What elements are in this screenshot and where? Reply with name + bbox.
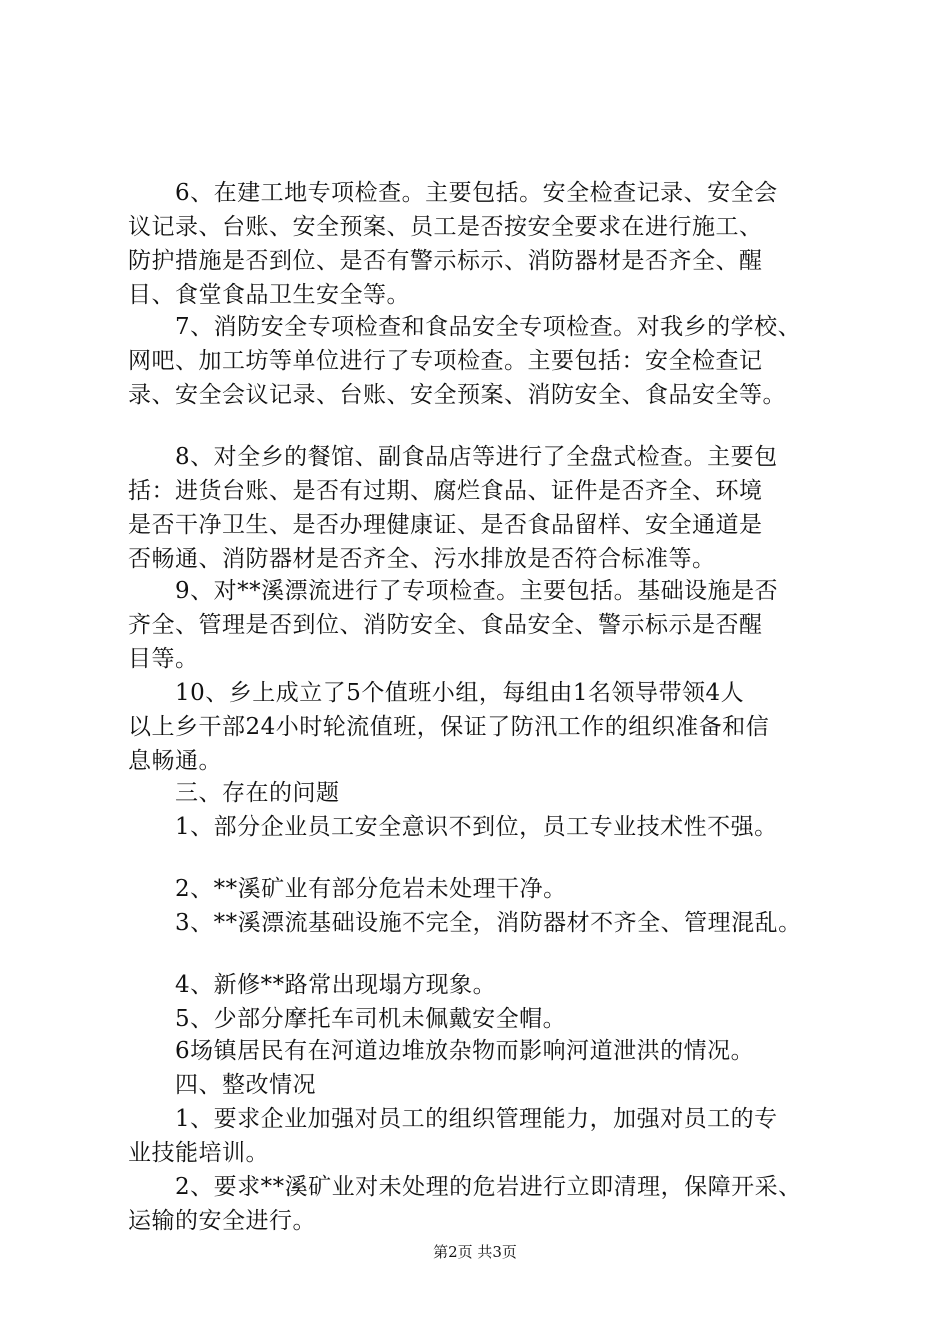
text-line: 10、乡上成立了5个值班小组，每组由1名领导带领4人: [128, 680, 745, 706]
text-line: 7、消防安全专项检查和食品安全专项检查。对我乡的学校、: [128, 314, 802, 340]
text-line: 括：进货台账、是否有过期、腐烂食品、证件是否齐全、环境: [128, 478, 763, 504]
text-line: 目等。: [128, 646, 199, 672]
text-line: 2、要求**溪矿业对未处理的危岩进行立即清理，保障开采、: [128, 1174, 802, 1200]
section-heading: 四、整改情况: [128, 1072, 316, 1098]
text-line: 9、对**溪漂流进行了专项检查。主要包括。基础设施是否: [128, 578, 779, 604]
text-line: 网吧、加工坊等单位进行了专项检查。主要包括：安全检查记: [128, 348, 763, 374]
text-line: 2、**溪矿业有部分危岩未处理干净。: [128, 876, 567, 902]
text-line: 6、在建工地专项检查。主要包括。安全检查记录、安全会: [128, 180, 778, 206]
text-line: 防护措施是否到位、是否有警示标示、消防器材是否齐全、醒: [128, 248, 763, 274]
text-line: 息畅通。: [128, 748, 222, 774]
text-line: 3、**溪漂流基础设施不完全，消防器材不齐全、管理混乱。: [128, 910, 802, 936]
text-line: 业技能培训。: [128, 1140, 269, 1166]
text-line: 目、食堂食品卫生安全等。: [128, 282, 410, 308]
section-heading: 三、存在的问题: [128, 780, 340, 806]
text-line: 录、安全会议记录、台账、安全预案、消防安全、食品安全等。: [128, 382, 786, 408]
text-line: 否畅通、消防器材是否齐全、污水排放是否符合标准等。: [128, 546, 716, 572]
text-line: 议记录、台账、安全预案、员工是否按安全要求在进行施工、: [128, 214, 763, 240]
text-line: 4、新修**路常出现塌方现象。: [128, 972, 497, 998]
text-line: 6场镇居民有在河道边堆放杂物而影响河道泄洪的情况。: [128, 1038, 755, 1064]
text-line: 是否干净卫生、是否办理健康证、是否食品留样、安全通道是: [128, 512, 763, 538]
text-line: 5、少部分摩托车司机未佩戴安全帽。: [128, 1006, 567, 1032]
text-line: 8、对全乡的餐馆、副食品店等进行了全盘式检查。主要包: [128, 444, 778, 470]
page-number-footer: 第2页 共3页: [433, 1243, 517, 1261]
text-line: 1、要求企业加强对员工的组织管理能力，加强对员工的专: [128, 1106, 778, 1132]
text-line: 1、部分企业员工安全意识不到位，员工专业技术性不强。: [128, 814, 778, 840]
text-line: 运输的安全进行。: [128, 1208, 316, 1234]
text-line: 齐全、管理是否到位、消防安全、食品安全、警示标示是否醒: [128, 612, 763, 638]
text-line: 以上乡干部24小时轮流值班，保证了防汛工作的组织准备和信: [128, 714, 770, 740]
